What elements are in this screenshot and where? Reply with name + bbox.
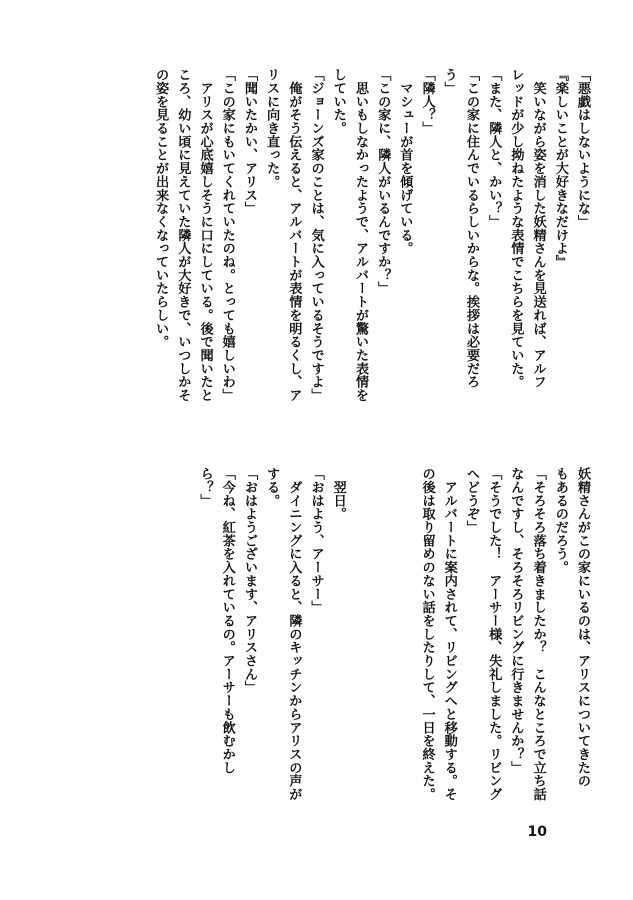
text-line: なんですし、そろそろリビングに行きませんか？」 — [508, 467, 524, 775]
text-line: へどうぞ」 — [463, 467, 479, 534]
text-line: の姿を見ることが出来なくなっていたらしい。 — [153, 68, 169, 349]
upper-text-block — [23, 68, 593, 438]
text-line: アルバートに案内されて、リビングへと移動する。そ — [441, 467, 457, 801]
text-line: ダイニングに入ると、隣のキッチンからアリスの声が — [286, 467, 302, 801]
text-line: ら？」 — [197, 467, 213, 508]
text-line: マシューが首を傾げている。 — [397, 68, 413, 255]
text-line: 翌日。 — [330, 467, 346, 521]
text-line: 「おはよう、アーサー」 — [308, 467, 324, 614]
text-line: する。 — [264, 467, 280, 508]
page-number: 10 — [527, 824, 547, 840]
text-line: 「聞いたかい、アリス」 — [241, 68, 257, 215]
text-line: 妖精さんがこの家にいるのは、アリスについてきたの — [575, 467, 590, 788]
blank-line — [393, 467, 415, 812]
text-line: アリスが心底嬉しそうに口にしている。後で聞いたと — [197, 68, 213, 402]
text-line: 「そうでした！ アーサー様、失礼しました。リビング — [486, 467, 502, 801]
text-line: 「この家に住んでいるらしいからな。挨拶は必要だろ — [463, 68, 479, 389]
text-line: リスに向き直った。 — [264, 68, 280, 189]
text-line: 「悪戯はしないようにな」 — [575, 68, 590, 229]
text-line: 「隣人？」 — [419, 68, 435, 135]
text-line: していた。 — [330, 68, 346, 135]
text-line: の後は取り留めのない話をしたりして、一日を終えた。 — [419, 467, 435, 801]
text-line: う」 — [441, 68, 457, 95]
text-line: 笑いながら姿を消した妖精さんを見送れば、アルフ — [530, 68, 546, 389]
lower-text-block — [197, 467, 593, 812]
text-line: 「この家に、隣人がいるんですか？」 — [375, 68, 391, 295]
text-line: 「そろそろ落ち着きましたか？ こんなところで立ち話 — [530, 467, 546, 801]
text-line: 「ジョーンズ家のことは、気に入っているそうですよ」 — [308, 68, 324, 402]
text-line: レッドが少し拗ねたような表情でこちらを見ていた。 — [508, 68, 524, 389]
text-line: 思いもしなかったようで、アルバートが驚いた表情を — [352, 68, 368, 402]
text-line: ころ、幼い頃に見えていた隣人が大好きで、いつしかそ — [175, 68, 191, 402]
text-line: もあるのだろう。 — [552, 467, 568, 574]
blank-line — [371, 467, 393, 812]
text-line: 『楽しいことが大好きなだけよ』 — [552, 68, 568, 269]
text-line: 俺がそう伝えると、アルバートが表情を明るくし、ア — [286, 68, 302, 402]
text-line: 「この家にもいてくれていたのね。とっても嬉しいわ」 — [219, 68, 235, 402]
text-line: 「今ね、紅茶を入れているの。アーサーも飲むかし — [219, 467, 235, 775]
text-line: 「おはようございます、アリスさん」 — [241, 467, 257, 694]
blank-line — [349, 467, 371, 812]
text-line: 「また、隣人と、かい？」 — [486, 68, 502, 229]
